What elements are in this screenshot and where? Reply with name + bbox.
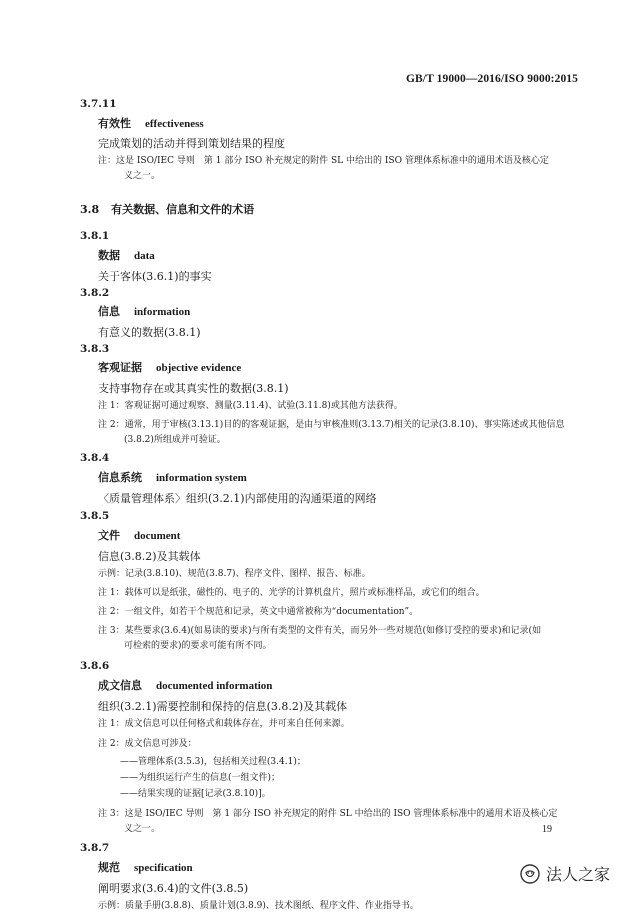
clause-number: 3.7.11 [80,98,117,110]
note: 注 1：成文信息可以任何格式和载体存在，并可来自任何来源。 [98,719,350,729]
term-zh: 客观证据 [98,361,142,374]
wechat-logo-icon [520,864,540,884]
note-line: 可检索的要求)的要求可能有所不同。 [124,641,272,651]
list-item: ——管理体系(3.5.3)，包括相关过程(3.4.1)； [120,757,306,767]
term-heading [98,247,582,263]
example: 示例：质量手册(3.8.8)、质量计划(3.8.9)、技术图纸、程序文件、作业指导书。 [98,901,419,911]
term-heading [98,677,582,693]
note: 注 2：成文信息可涉及： [98,739,197,749]
term-heading [98,303,582,319]
term-en: objective evidence [156,362,242,374]
note [98,807,582,837]
definition: 完成策划的活动并得到策划结果的程度 [98,137,285,150]
clause-number: 3.8.3 [80,343,110,355]
note-list [120,754,582,802]
standard-header: GB/T 19000—2016/ISO 9000:2015 [405,73,578,85]
section-heading [80,201,582,217]
watermark-text: 法人之家 [545,865,610,884]
note [98,154,582,184]
term-zh: 信息系统 [98,471,142,484]
clause-number: 3.8.6 [80,660,110,672]
term-heading [98,359,582,375]
term-heading [98,527,582,543]
watermark [520,862,610,885]
clause-number: 3.8.2 [80,287,110,299]
clause-number: 3.8.5 [80,510,110,522]
term-zh: 规范 [98,861,120,874]
definition: 信息(3.8.2)及其载体 [98,550,201,563]
note-line: 注：这是 ISO/IEC 导则 第 1 部分 ISO 补充规定的附件 SL 中给出的 ISO 管理体系标准中的通用术语及核心定 [98,156,549,166]
note-line: 义之一。 [124,171,161,181]
definition: 支持事物存在或其真实性的数据(3.8.1) [98,382,289,395]
note-line: (3.8.2)所组成并可验证。 [124,435,226,445]
term-zh: 成文信息 [98,679,142,692]
note [98,418,582,448]
definition: 组织(3.2.1)需要控制和保持的信息(3.8.2)及其载体 [98,700,348,713]
term-zh: 文件 [98,529,120,542]
note [98,624,582,654]
note: 注 1：客观证据可通过观察、测量(3.11.4)、试验(3.11.8)或其他方法获得。 [98,401,403,411]
term-zh: 有效性 [98,117,131,130]
clause-number: 3.8.4 [80,452,110,464]
definition: 有意义的数据(3.8.1) [98,326,201,339]
term-zh: 信息 [98,305,120,318]
term-heading [98,859,582,875]
term-en: document [134,530,181,542]
term-en: specification [134,862,193,874]
definition: 阐明要求(3.6.4)的文件(3.8.5) [98,882,249,895]
term-en: data [134,250,155,262]
definition: 〈质量管理体系〉组织(3.2.1)内部使用的沟通渠道的网络 [98,492,377,505]
page-number: 19 [542,824,552,835]
list-item: ——结果实现的证据[记录(3.8.10)]。 [120,789,271,799]
term-heading [98,115,582,131]
section-number: 3.8 [80,203,100,216]
term-en: information [134,306,191,318]
note: 注 1：载体可以是纸张，磁性的、电子的、光学的计算机盘片，照片或标准样品，或它们的组合。 [98,588,485,598]
term-en: effectiveness [145,118,204,130]
note: 注 2：一组文件，如若干个规范和记录，英文中通常被称为“documentation”。 [98,607,419,617]
term-zh: 数据 [98,249,120,262]
list-item: ——为组织运行产生的信息(一组文件)； [120,773,281,783]
clause-number: 3.8.7 [80,842,110,854]
term-en: documented information [156,680,273,692]
note-line: 注 3：这是 ISO/IEC 导则 第 1 部分 ISO 补充规定的附件 SL 中给出的 ISO 管理体系标准中的通用术语及核心定 [98,809,558,819]
note-line: 义之一。 [124,824,161,834]
note-line: 注 3：某些要求(3.6.4)(如易读的要求)与所有类型的文件有关，而另外一些对规范(如修订受控的要求)和记录(如 [98,626,542,636]
example: 示例：记录(3.8.10)、规范(3.8.7)、程序文件、图样、报告、标准。 [98,569,371,579]
note-line: 注 2：通常，用于审核(3.13.1)目的的客观证据，是由与审核准则(3.13.7)相关的记录(3.8.10)、事实陈述或其他信息 [98,420,565,430]
document-body [82,98,582,914]
definition: 关于客体(3.6.1)的事实 [98,270,212,283]
term-en: information system [156,472,247,484]
clause-number: 3.8.1 [80,230,110,242]
term-heading [98,469,582,485]
section-title: 有关数据、信息和文件的术语 [111,203,255,216]
